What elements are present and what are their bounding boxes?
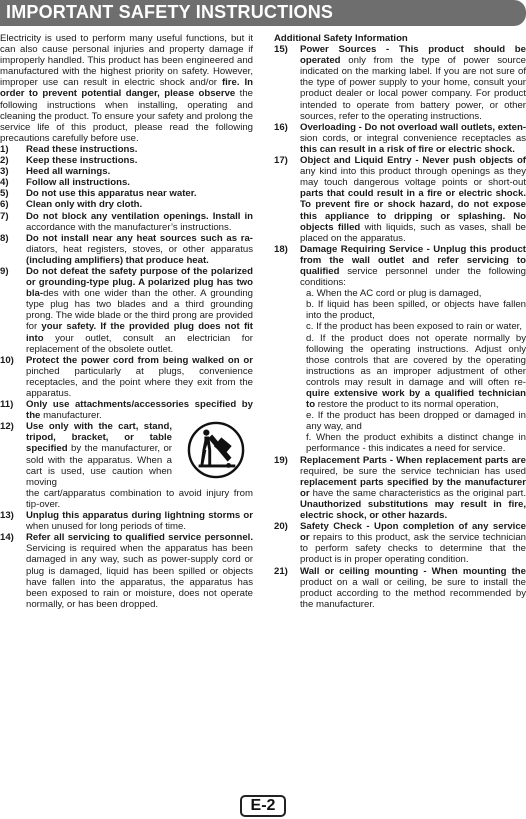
item-text: Servicing is required when the apparatus has been damaged in any way, such as power-supply cord or plug is damaged, liquid has been spilled or objects have fallen into the apparatus, the apparatus has been exposed to rain or moisture, does not operate normally, or has been dropped. — [26, 543, 253, 610]
item-lead: Use only with the cart, stand, tripod, bracket, or table specified — [26, 421, 172, 455]
item-lead: Refer all servicing to qualified service personnel. — [26, 532, 253, 544]
item-lead: Do not block any ventilation openings. Install in — [26, 210, 253, 222]
item-lead: Protect the power cord from being walked on or — [26, 354, 253, 366]
list-item — [0, 510, 253, 532]
list-item — [0, 266, 253, 355]
left-column — [0, 33, 253, 610]
item-text: diators, heat registers, stoves, or other apparatus — [26, 243, 253, 255]
item-lead: Safety Check - Upon completion of any service or — [300, 521, 526, 544]
item-number: 13) — [0, 510, 14, 522]
item-lead: Wall or ceiling mounting - When mounting the — [300, 565, 526, 577]
item-lead: Overloading - Do not overload wall outlets, exten- — [300, 121, 526, 133]
item-lead: Only use attachments/accessories specified by the — [26, 399, 253, 422]
list-item — [0, 199, 253, 210]
item-text: manufacturer. — [43, 410, 102, 422]
list-item — [274, 521, 526, 565]
sub-item: a. When the AC cord or plug is damaged, — [306, 288, 482, 300]
list-item — [0, 355, 253, 399]
sub-item — [306, 333, 526, 411]
item-number: 1) — [0, 143, 9, 155]
item-number: 3) — [0, 166, 9, 178]
item-bold-text: your safety. If the provided plug does not fit into — [26, 321, 253, 344]
item-lead: Object and Liquid Entry - Never push objects of — [300, 155, 526, 167]
item-text: only from the type of power source indicated on the marking label. If you are not sure of the type of power supply to your home, consult your product dealer or local power company. For product intended to operate from battery power, or other sources, refer to the operating instructions. — [300, 55, 526, 122]
intro-text-end: the following instructions when installing, operating and cleaning the product. To ensure your safety and prolong the service life of this product, please read the following precautions carefully before use. — [0, 88, 254, 144]
section-heading: Additional Safety Information — [274, 33, 408, 44]
item-text: any kind into this product through openings as they may touch dangerous voltage points or short-out — [300, 166, 526, 189]
sub-item-bold: quire extensive work by a qualified technician to — [306, 388, 526, 411]
list-item — [274, 122, 526, 155]
item-number: 6) — [0, 199, 9, 211]
item-text-end: the cart/apparatus combination to avoid injury from tip-over. — [26, 487, 253, 510]
item-lead: Replacement Parts - When replacement parts are — [300, 454, 526, 466]
item-text-mid: have the same characteristics as the original part. — [312, 487, 526, 499]
item-number: 21) — [274, 565, 288, 577]
item-lead: Damage Requiring Service - Unplug this product from the wall outlet and refer servicing to qualified — [300, 243, 526, 277]
item-lead: Read these instructions. — [26, 143, 138, 155]
item-lead: Power Sources - This product should be operated — [300, 44, 526, 67]
item-text: repairs to this product, ask the service technician to perform safety checks to determine that the product is in proper operating condition. — [300, 532, 526, 566]
item-text: accordance with the manufacturer’s instructions. — [26, 221, 232, 233]
item-number: 5) — [0, 188, 9, 200]
item-lead: Do not defeat the safety purpose of the polarized or grounding-type plug. A polarized plug has two bla- — [26, 265, 253, 300]
item-number: 18) — [274, 243, 288, 255]
list-item — [0, 155, 253, 166]
sub-item-tail: restore the product to its normal operation, — [317, 399, 499, 411]
item-lead: Unplug this apparatus during lightning storms or — [26, 510, 253, 522]
item-text-end: with liquids, such as vases, shall be placed on the apparatus. — [300, 221, 526, 244]
list-item — [0, 233, 253, 266]
item-text: service personnel under the following conditions: — [300, 265, 526, 289]
list-item — [0, 166, 253, 177]
list-item — [274, 155, 526, 244]
list-item — [0, 177, 253, 188]
sub-item: b. If liquid has been spilled, or objects have fallen into the product, — [306, 299, 526, 322]
list-item — [274, 455, 526, 522]
list-item — [0, 399, 253, 421]
right-column — [274, 33, 526, 610]
list-item — [0, 144, 253, 155]
item-number: 11) — [0, 399, 14, 411]
list-item — [0, 211, 253, 233]
cart-tip-over-warning-icon — [187, 421, 245, 479]
item-text-end: your outlet, consult an electrician for replacement of the obsolete outlet. — [26, 332, 253, 355]
item-number: 14) — [0, 532, 14, 544]
sub-item: e. If the product has been dropped or damaged in any way, and — [306, 410, 526, 433]
item-bold-text: this can result in a risk of fire or electric shock. — [300, 143, 515, 155]
item-lead: Keep these instructions. — [26, 155, 138, 167]
item-lead: Clean only with dry cloth. — [26, 199, 143, 211]
item-text: des with one wider than the other. A grounding type plug has two blades and a third grounding prong. The wide blade or the third prong are provided for — [26, 288, 253, 333]
intro-paragraph — [0, 33, 253, 144]
item-lead: Do not use this apparatus near water. — [26, 188, 197, 200]
item-bold-text: (including amplifiers) that produce heat. — [26, 254, 209, 266]
page-title: IMPORTANT SAFETY INSTRUCTIONS — [6, 2, 334, 22]
item-number: 8) — [0, 232, 9, 244]
item-number: 9) — [0, 265, 9, 277]
sub-item-text: d. If the product does not operate normally by following the operating instructions. Adjust only those controls that are covered by the operating instructions as an improper adjustment of other controls may result in damage and will often re- — [306, 332, 526, 388]
list-item — [0, 421, 253, 510]
item-number: 7) — [0, 210, 9, 222]
item-number: 10) — [0, 354, 14, 366]
page-number-badge: E-2 — [240, 795, 286, 817]
intro-text: Electricity is used to perform many useful functions, but it can also cause personal injuries and property damage if improperly handled. This product has been engineered and manufactured with the highest priority on safety. However, improper use can result in electric shock and/or — [0, 33, 253, 89]
list-item — [274, 244, 526, 455]
item-text: required, be sure the service technician has used — [300, 465, 526, 477]
item-number: 17) — [274, 155, 288, 167]
item-number: 12) — [0, 421, 14, 433]
item-number: 20) — [274, 521, 288, 533]
list-item — [274, 44, 526, 122]
sub-item: f. When the product exhibits a distinct change in performance - this indicates a need for service. — [306, 432, 526, 455]
sub-item: c. If the product has been exposed to rain or water, — [306, 321, 522, 333]
item-lead: Do not install near any heat sources such as ra- — [26, 232, 253, 244]
item-bold-text: replacement parts specified by the manufacturer or — [300, 476, 526, 499]
item-number: 15) — [274, 44, 288, 56]
list-item — [0, 188, 253, 199]
item-text: when unused for long periods of time. — [26, 521, 186, 533]
item-text: product on a wall or ceiling, be sure to install the product according to the method recommended by the manufacturer. — [300, 576, 526, 610]
item-text: by the manufacturer, or sold with the apparatus. When a cart is used, use caution when moving — [26, 443, 172, 488]
list-item — [274, 566, 526, 610]
item-lead: Heed all warnings. — [26, 166, 111, 178]
list-item — [0, 532, 253, 610]
item-number: 16) — [274, 121, 288, 133]
item-bold-text: parts that could result in a fire or electric shock. To prevent fire or shock hazard, do not expose this appliance to dripping or splashing. No objects filled — [300, 188, 526, 233]
header-bar — [0, 0, 526, 26]
item-text: pinched particularly at plugs, convenience receptacles, and the point where they exit from the apparatus. — [26, 365, 253, 399]
item-bold-tail: Unauthorized substitutions may result in fire, electric shock, or other hazards. — [300, 498, 526, 522]
item-number: 2) — [0, 155, 9, 167]
intro-bold-text: fire. In order to prevent potential danger, please observe — [0, 77, 254, 100]
item-lead: Follow all instructions. — [26, 177, 130, 189]
item-text: sion cords, or integral convenience receptacles as — [300, 132, 526, 144]
item-number: 4) — [0, 177, 9, 189]
item-number: 19) — [274, 454, 288, 466]
